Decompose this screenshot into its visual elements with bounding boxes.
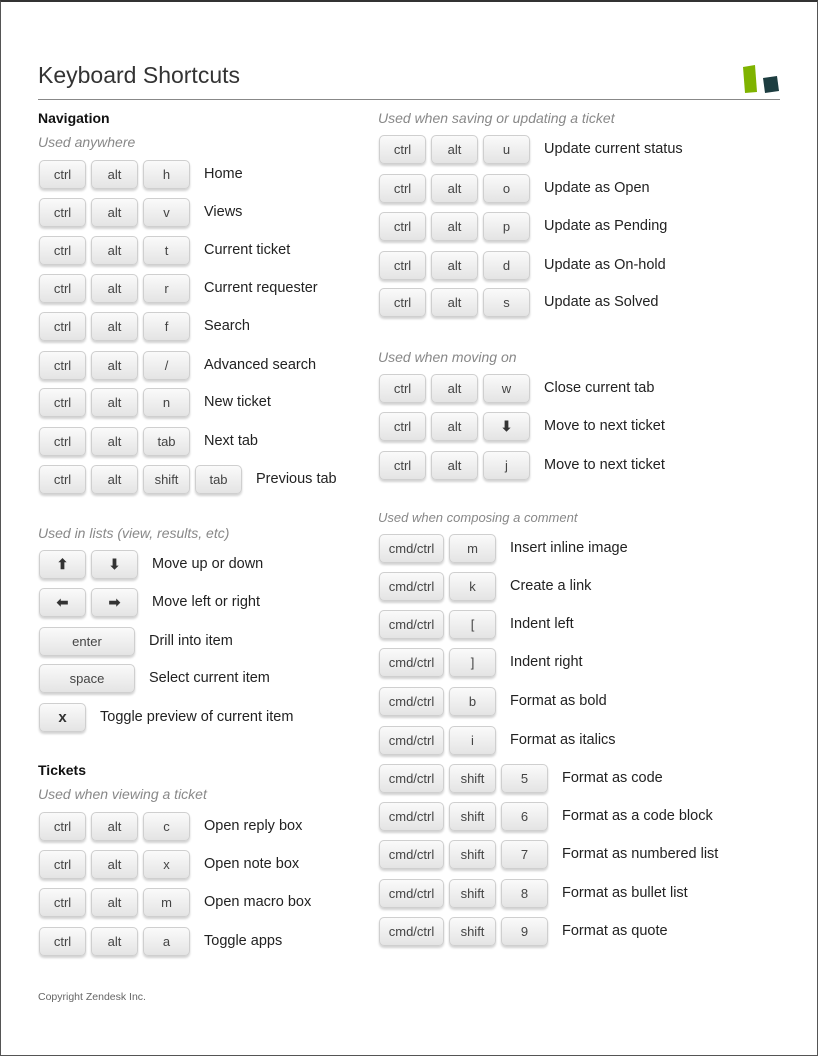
key-cap: ➡ bbox=[91, 588, 138, 617]
shortcut-row bbox=[379, 410, 665, 442]
shortcut-label: Indent left bbox=[510, 616, 574, 632]
key-cap: alt bbox=[431, 251, 478, 280]
key-cap: ⬆ bbox=[39, 550, 86, 579]
key-cap: shift bbox=[449, 764, 496, 793]
shortcut-row bbox=[39, 463, 337, 495]
key-cap: ctrl bbox=[39, 312, 86, 341]
key-cap: u bbox=[483, 135, 530, 164]
key-cap: cmd/ctrl bbox=[379, 572, 444, 601]
key-cap: alt bbox=[91, 351, 138, 380]
shortcut-label: Open note box bbox=[204, 856, 300, 872]
shortcut-row bbox=[379, 449, 665, 481]
shortcut-row bbox=[379, 800, 713, 832]
key-cap: c bbox=[143, 812, 190, 841]
shortcut-label: Update current status bbox=[544, 141, 683, 157]
shortcut-row bbox=[379, 172, 650, 204]
shortcut-row bbox=[379, 532, 628, 564]
shortcut-label: Update as Open bbox=[544, 180, 650, 196]
tickets-heading: Tickets bbox=[38, 762, 86, 778]
key-cap: cmd/ctrl bbox=[379, 726, 444, 755]
key-cap: ctrl bbox=[39, 236, 86, 265]
key-cap: 5 bbox=[501, 764, 548, 793]
key-cap: alt bbox=[91, 927, 138, 956]
key-cap: alt bbox=[91, 312, 138, 341]
shortcut-label: Open macro box bbox=[204, 894, 312, 910]
shortcut-label: Select current item bbox=[149, 670, 270, 686]
shortcut-row bbox=[379, 838, 718, 870]
key-cap: cmd/ctrl bbox=[379, 534, 444, 563]
shortcut-row bbox=[379, 608, 574, 640]
shortcut-row bbox=[379, 915, 668, 947]
saving-subheading: Used when saving or updating a ticket bbox=[378, 110, 615, 126]
shortcut-row bbox=[39, 158, 243, 190]
shortcut-label: Advanced search bbox=[204, 357, 317, 373]
key-cap: f bbox=[143, 312, 190, 341]
shortcut-row bbox=[379, 877, 688, 909]
key-cap: shift bbox=[449, 840, 496, 869]
shortcut-label: Format as italics bbox=[510, 732, 616, 748]
shortcut-label: Insert inline image bbox=[510, 540, 628, 556]
shortcut-row bbox=[379, 724, 616, 756]
key-cap: ctrl bbox=[379, 251, 426, 280]
page-title: Keyboard Shortcuts bbox=[38, 62, 241, 88]
shortcut-row bbox=[39, 349, 316, 381]
key-cap: ctrl bbox=[379, 135, 426, 164]
key-cap: ctrl bbox=[379, 288, 426, 317]
shortcut-row bbox=[379, 762, 663, 794]
key-cap: shift bbox=[449, 917, 496, 946]
key-cap: ⬅ bbox=[39, 588, 86, 617]
shortcut-label: Search bbox=[204, 318, 250, 334]
key-cap: m bbox=[449, 534, 496, 563]
key-cap: cmd/ctrl bbox=[379, 764, 444, 793]
key-cap: o bbox=[483, 174, 530, 203]
shortcut-label: Format as code bbox=[562, 770, 663, 786]
key-cap: ⬇ bbox=[483, 412, 530, 441]
shortcut-label: Home bbox=[204, 166, 243, 182]
shortcut-row bbox=[39, 625, 233, 657]
key-cap: ctrl bbox=[39, 850, 86, 879]
shortcut-label: Create a link bbox=[510, 578, 592, 594]
key-cap: m bbox=[143, 888, 190, 917]
key-cap: alt bbox=[431, 135, 478, 164]
key-cap: ctrl bbox=[39, 198, 86, 227]
shortcut-row bbox=[39, 886, 311, 918]
navigation-subheading: Used anywhere bbox=[38, 134, 136, 150]
shortcut-label: Current ticket bbox=[204, 242, 291, 258]
key-cap: n bbox=[143, 388, 190, 417]
key-cap: alt bbox=[431, 374, 478, 403]
key-cap: alt bbox=[91, 388, 138, 417]
shortcut-label: Toggle apps bbox=[204, 933, 283, 949]
key-cap: shift bbox=[449, 802, 496, 831]
key-cap: cmd/ctrl bbox=[379, 917, 444, 946]
shortcut-label: Update as Solved bbox=[544, 294, 659, 310]
shortcut-row bbox=[39, 810, 302, 842]
shortcut-label: Format as bullet list bbox=[562, 885, 688, 901]
title-divider bbox=[38, 99, 780, 100]
key-cap: alt bbox=[431, 212, 478, 241]
key-cap: alt bbox=[431, 451, 478, 480]
shortcut-label: Close current tab bbox=[544, 380, 655, 396]
key-cap: ctrl bbox=[379, 412, 426, 441]
key-cap: alt bbox=[91, 274, 138, 303]
key-cap: 8 bbox=[501, 879, 548, 908]
key-cap: alt bbox=[91, 465, 138, 494]
key-cap: i bbox=[449, 726, 496, 755]
key-cap: ctrl bbox=[39, 160, 86, 189]
key-cap: cmd/ctrl bbox=[379, 687, 444, 716]
key-cap: ctrl bbox=[39, 427, 86, 456]
shortcut-label: Format as quote bbox=[562, 923, 668, 939]
key-cap: ctrl bbox=[379, 451, 426, 480]
key-cap: alt bbox=[91, 236, 138, 265]
key-cap: w bbox=[483, 374, 530, 403]
key-cap: d bbox=[483, 251, 530, 280]
shortcut-row bbox=[379, 685, 607, 717]
key-cap: alt bbox=[91, 160, 138, 189]
key-cap: ] bbox=[449, 648, 496, 677]
key-cap: cmd/ctrl bbox=[379, 879, 444, 908]
key-cap: cmd/ctrl bbox=[379, 840, 444, 869]
key-cap: [ bbox=[449, 610, 496, 639]
shortcut-label: Format as numbered list bbox=[562, 846, 719, 862]
shortcut-row bbox=[39, 272, 318, 304]
shortcut-row bbox=[39, 925, 282, 957]
key-cap: ctrl bbox=[39, 465, 86, 494]
key-cap: alt bbox=[91, 850, 138, 879]
shortcut-label: Move up or down bbox=[152, 556, 264, 572]
key-cap: space bbox=[39, 664, 135, 693]
shortcut-row bbox=[379, 210, 667, 242]
key-cap: 9 bbox=[501, 917, 548, 946]
shortcut-row bbox=[379, 286, 658, 318]
key-cap: alt bbox=[431, 412, 478, 441]
key-cap: t bbox=[143, 236, 190, 265]
key-cap: k bbox=[449, 572, 496, 601]
key-cap: cmd/ctrl bbox=[379, 802, 444, 831]
key-cap: alt bbox=[91, 427, 138, 456]
shortcut-label: Open reply box bbox=[204, 818, 303, 834]
key-cap: alt bbox=[91, 812, 138, 841]
key-cap: tab bbox=[195, 465, 242, 494]
zendesk-logo-icon bbox=[741, 64, 781, 94]
key-cap: ctrl bbox=[39, 274, 86, 303]
key-cap: x bbox=[39, 703, 86, 732]
copyright-footer: Copyright Zendesk Inc. bbox=[38, 991, 146, 1003]
key-cap: r bbox=[143, 274, 190, 303]
key-cap: alt bbox=[431, 174, 478, 203]
tickets-subheading: Used when viewing a ticket bbox=[38, 786, 207, 802]
shortcut-row bbox=[379, 646, 583, 678]
key-cap: enter bbox=[39, 627, 135, 656]
key-cap: ctrl bbox=[39, 351, 86, 380]
navigation-heading: Navigation bbox=[38, 110, 110, 126]
shortcut-row bbox=[39, 848, 299, 880]
key-cap: h bbox=[143, 160, 190, 189]
shortcut-label: Format as bold bbox=[510, 693, 607, 709]
shortcut-row bbox=[379, 372, 654, 404]
key-cap: a bbox=[143, 927, 190, 956]
shortcut-label: Move left or right bbox=[152, 594, 260, 610]
key-cap: alt bbox=[431, 288, 478, 317]
key-cap: alt bbox=[91, 198, 138, 227]
shortcut-row bbox=[39, 586, 260, 618]
key-cap: p bbox=[483, 212, 530, 241]
shortcut-label: Update as On-hold bbox=[544, 257, 666, 273]
shortcut-label: Update as Pending bbox=[544, 218, 668, 234]
key-cap: b bbox=[449, 687, 496, 716]
shortcut-label: Views bbox=[204, 204, 243, 220]
shortcut-row bbox=[39, 425, 258, 457]
key-cap: ctrl bbox=[39, 812, 86, 841]
key-cap: ctrl bbox=[39, 927, 86, 956]
shortcut-row bbox=[39, 310, 250, 342]
shortcut-label: Previous tab bbox=[256, 471, 337, 487]
key-cap: shift bbox=[449, 879, 496, 908]
key-cap: 6 bbox=[501, 802, 548, 831]
key-cap: cmd/ctrl bbox=[379, 648, 444, 677]
shortcut-label: Next tab bbox=[204, 433, 258, 449]
shortcut-row bbox=[39, 548, 263, 580]
shortcut-row bbox=[379, 133, 683, 165]
key-cap: ⬇ bbox=[91, 550, 138, 579]
shortcut-label: New ticket bbox=[204, 394, 271, 410]
shortcut-label: Move to next ticket bbox=[544, 418, 665, 434]
shortcut-row bbox=[39, 662, 270, 694]
composing-subheading: Used when composing a comment bbox=[378, 510, 578, 525]
key-cap: ctrl bbox=[379, 374, 426, 403]
key-cap: s bbox=[483, 288, 530, 317]
key-cap: v bbox=[143, 198, 190, 227]
shortcut-label: Drill into item bbox=[149, 633, 233, 649]
key-cap: x bbox=[143, 850, 190, 879]
key-cap: cmd/ctrl bbox=[379, 610, 444, 639]
key-cap: tab bbox=[143, 427, 190, 456]
key-cap: ctrl bbox=[39, 888, 86, 917]
shortcut-label: Indent right bbox=[510, 654, 583, 670]
lists-subheading: Used in lists (view, results, etc) bbox=[38, 525, 230, 541]
moving-subheading: Used when moving on bbox=[378, 349, 517, 365]
shortcut-row bbox=[379, 249, 666, 281]
shortcut-label: Current requester bbox=[204, 280, 318, 296]
key-cap: alt bbox=[91, 888, 138, 917]
key-cap: / bbox=[143, 351, 190, 380]
shortcut-row bbox=[39, 234, 290, 266]
shortcut-row bbox=[39, 386, 271, 418]
shortcut-label: Move to next ticket bbox=[544, 457, 665, 473]
key-cap: ctrl bbox=[379, 174, 426, 203]
key-cap: j bbox=[483, 451, 530, 480]
shortcut-row bbox=[39, 196, 242, 228]
key-cap: ctrl bbox=[39, 388, 86, 417]
key-cap: ctrl bbox=[379, 212, 426, 241]
key-cap: 7 bbox=[501, 840, 548, 869]
shortcut-row bbox=[39, 701, 293, 733]
shortcut-label: Toggle preview of current item bbox=[100, 709, 294, 725]
shortcut-label: Format as a code block bbox=[562, 808, 713, 824]
shortcut-row bbox=[379, 570, 591, 602]
key-cap: shift bbox=[143, 465, 190, 494]
